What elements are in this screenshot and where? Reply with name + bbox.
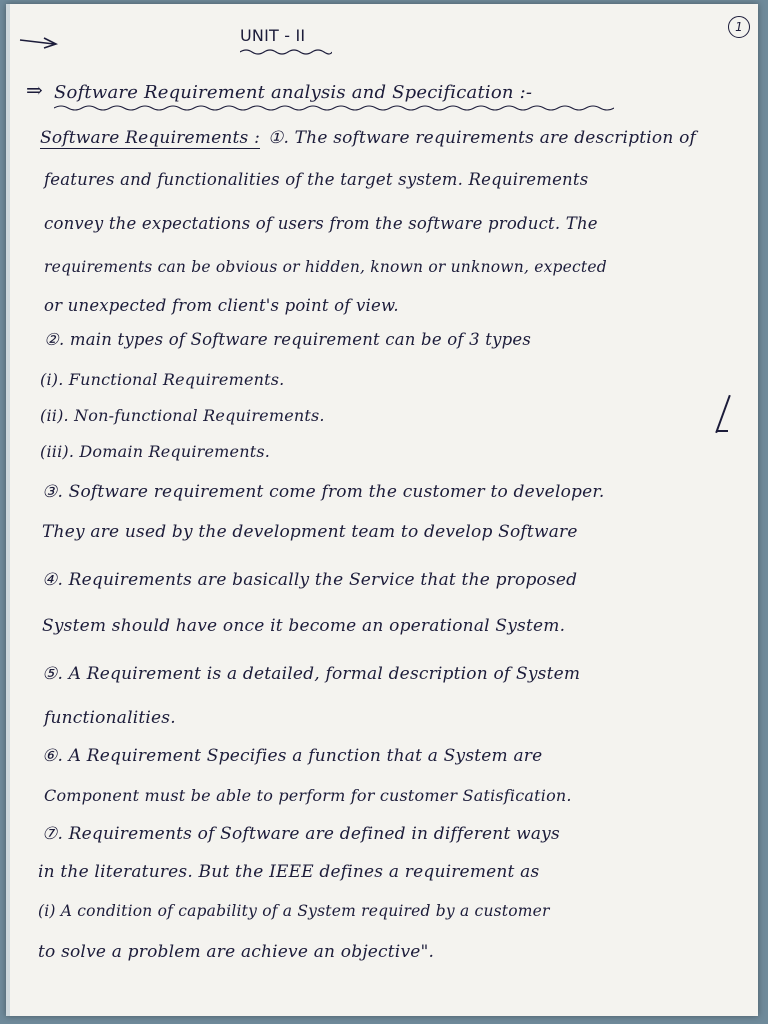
type-item: (i). Functional Requirements. bbox=[40, 370, 285, 389]
section-heading: Software Requirement analysis and Specification :- bbox=[54, 82, 533, 103]
intro-line: convey the expectations of users from the software product. The bbox=[44, 214, 598, 233]
point-line: ⑤. A Requirement is a detailed, formal description of System bbox=[42, 664, 581, 684]
point-line: ④. Requirements are basically the Service that the proposed bbox=[42, 570, 578, 590]
pen-mark-icon bbox=[18, 34, 58, 50]
heading-underline bbox=[54, 104, 614, 112]
page-number: 1 bbox=[728, 16, 750, 38]
point-line: ⑥. A Requirement Specifies a function that a System are bbox=[42, 746, 543, 766]
point-line: ③. Software requirement come from the customer to developer. bbox=[42, 482, 605, 502]
types-lead: ②. main types of Software requirement can be of 3 types bbox=[44, 330, 532, 349]
check-mark bbox=[715, 395, 731, 433]
intro-label: Software Requirements : bbox=[40, 128, 261, 148]
unit-underline bbox=[240, 48, 332, 56]
point-line: System should have once it become an operational System. bbox=[42, 616, 566, 636]
intro-line: features and functionalities of the target system. Requirements bbox=[44, 170, 589, 189]
intro-line: or unexpected from client's point of view. bbox=[44, 296, 399, 315]
unit-title: UNIT - II bbox=[240, 26, 306, 45]
intro-point-1: ①. The software requirements are description of bbox=[268, 128, 697, 148]
point-line: to solve a problem are achieve an objective". bbox=[38, 942, 435, 962]
intro-line: requirements can be obvious or hidden, known or unknown, expected bbox=[44, 258, 607, 276]
point-line: ⑦. Requirements of Software are defined in different ways bbox=[42, 824, 560, 844]
point-line: They are used by the development team to develop Software bbox=[42, 522, 578, 542]
point-line: Component must be able to perform for customer Satisfication. bbox=[44, 786, 572, 805]
notebook-page bbox=[6, 4, 758, 1016]
check-mark-base bbox=[716, 430, 728, 432]
point-line: (i) A condition of capability of a System required by a customer bbox=[38, 902, 550, 920]
type-item: (ii). Non-functional Requirements. bbox=[40, 406, 325, 425]
point-line: functionalities. bbox=[44, 708, 176, 728]
point-line: in the literatures. But the IEEE defines a requirement as bbox=[38, 862, 540, 882]
page-margin bbox=[6, 4, 10, 1016]
heading-arrow: ⇒ bbox=[26, 78, 43, 102]
type-item: (iii). Domain Requirements. bbox=[40, 442, 271, 461]
